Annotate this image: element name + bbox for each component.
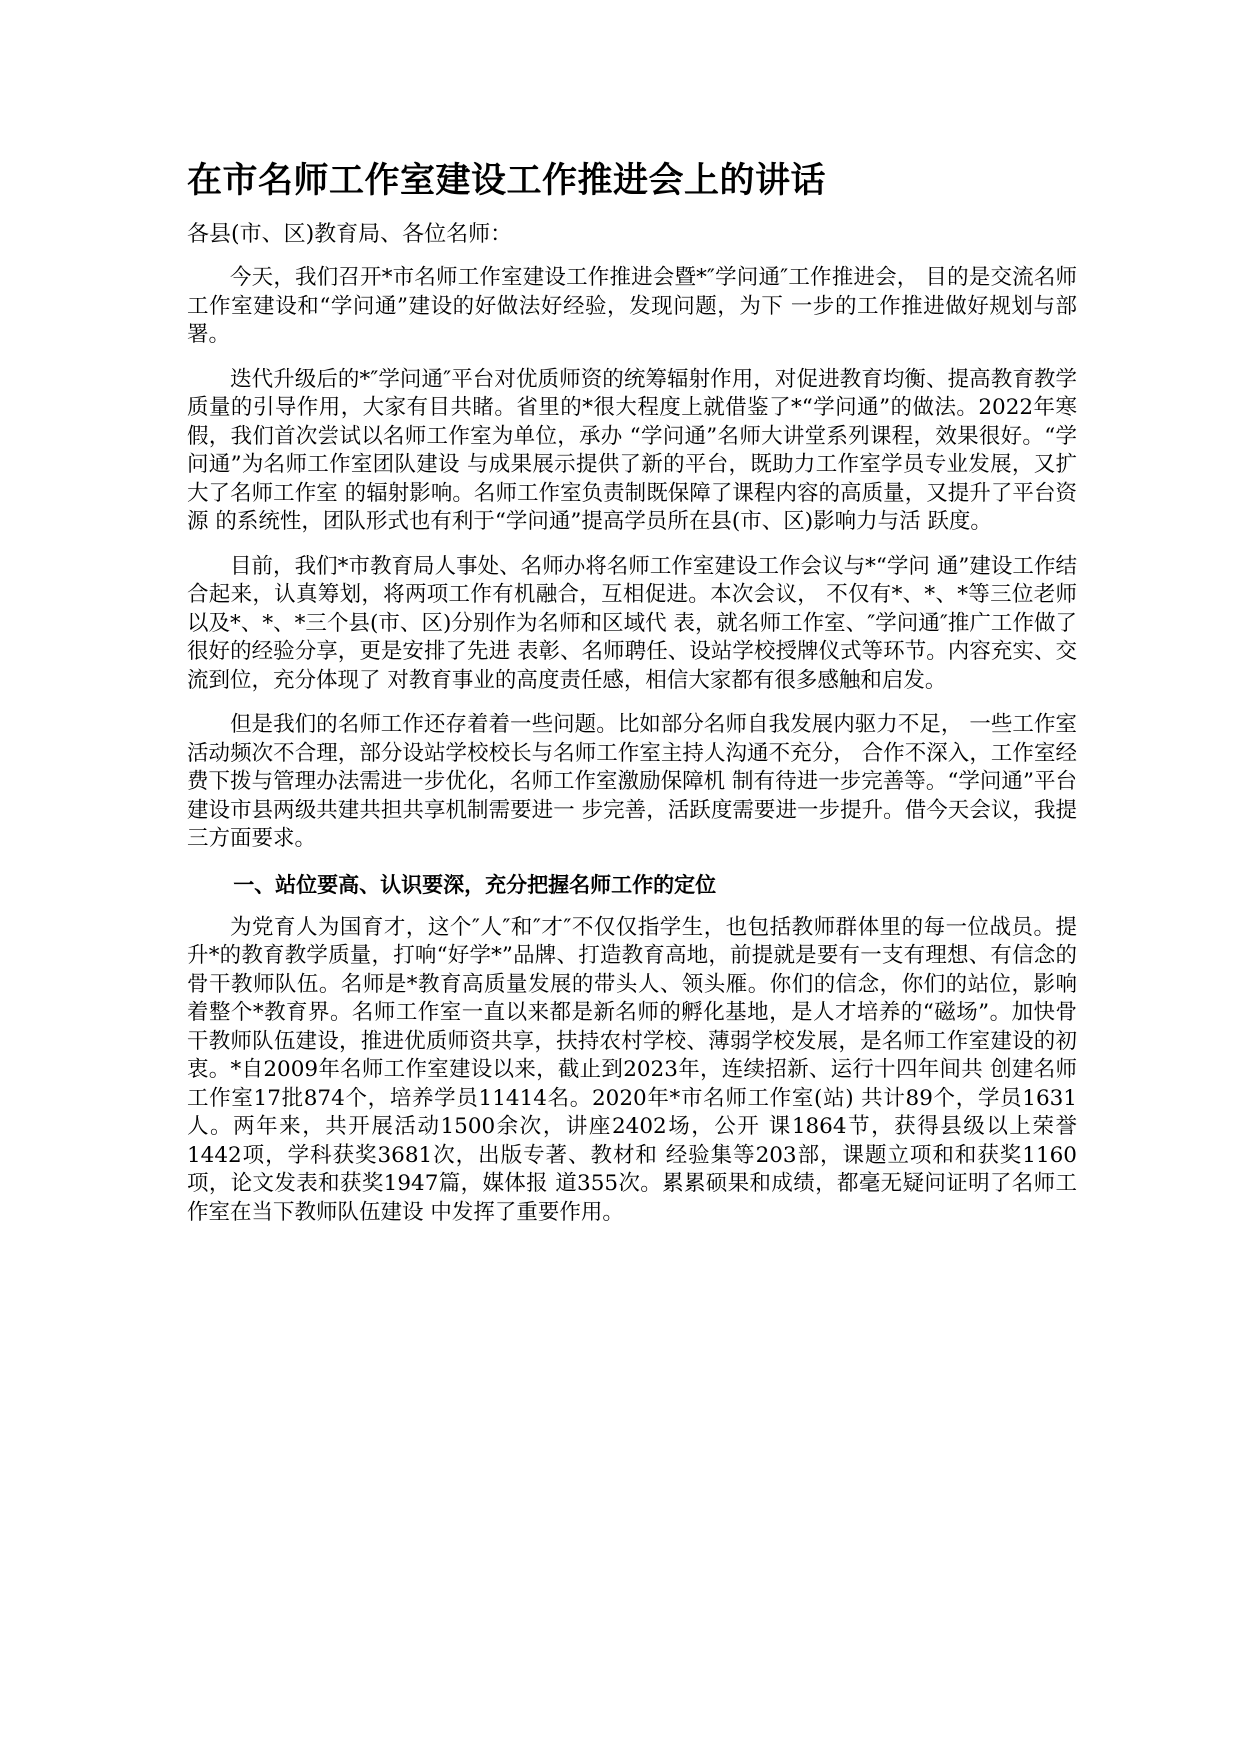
paragraph-current-work: 目前，我们*市教育局人事处、名师办将名师工作室建设工作会议与*“学问 通”建设工作结合起来，认真筹划，将两项工作有机融合，互相促进。本次会议， 不仅有*、*、*等三位老师以及*、*、*三个县(市、区)分别作为名师和区域代 表，就名师工作室、″学问通″推广工作做了很好的经验分享，更是安排了先进 表彰、名师聘任、设站学校授牌仪式等环节。内容充实、交流到位，充分体现了 对教育事业的高度责任感，相信大家都有很多感触和启发。 (187, 553, 1077, 693)
paragraph-platform: 迭代升级后的*″学问通″平台对优质师资的统筹辐射作用，对促进教育均衡、提高教育教学质量的引导作用，大家有目共睹。省里的*很大程度上就借鉴了*“学问通”的做法。2022年寒假，我们首次尝试以名师工作室为单位，承办 “学问通”名师大讲堂系列课程，效果很好。“学问通”为名师工作室团队建设 与成果展示提供了新的平台，既助力工作室学员专业发展，又扩大了名师工作室 的辐射影响。名师工作室负责制既保障了课程内容的高质量，又提升了平台资源 的系统性，团队形式也有利于“学问通”提高学员所在县(市、区)影响力与活 跃度。 (187, 366, 1077, 534)
paragraph-problems: 但是我们的名师工作还存着着一些问题。比如部分名师自我发展内驱力不足， 一些工作室活动频次不合理，部分设站学校校长与名师工作室主持人沟通不充分， 合作不深入，工作室经费下拨与管理办法需进一步优化，名师工作室激励保障机 制有待进一步完善等。“学问通”平台建设市县两级共建共担共享机制需要进一 步完善，活跃度需要进一步提升。借今天会议，我提三方面要求。 (187, 712, 1077, 851)
salutation: 各县(市、区)教育局、各位名师： (187, 222, 513, 247)
document-title: 在市名师工作室建设工作推进会上的讲话 (187, 161, 827, 201)
section-heading: 一、站位要高、认识要深，充分把握名师工作的定位 (233, 872, 717, 897)
paragraph-opening: 今天，我们召开*市名师工作室建设工作推进会暨*″学问通″工作推进会， 目的是交流名师工作室建设和“学问通”建设的好做法好经验，发现问题，为下 一步的工作推进做好规划与部署。 (187, 265, 1077, 347)
document-page (187, 150, 1077, 1243)
paragraph-section-body: 为党育人为国育才，这个″人″和″才″不仅仅指学生，也包括教师群体里的每一位战员。提升*的教育教学质量，打响“好学*”品牌、打造教育高地，前提就是要有一支有理想、有信念的骨干教师队伍。名师是*教育高质量发展的带头人、领头雁。你们的信念，你们的站位，影响着整个*教育界。名师工作室一直以来都是新名师的孵化基地，是人才培养的“磁场”。加快骨干教师队伍建设，推进优质师资共享，扶持农村学校、薄弱学校发展，是名师工作室建设的初衷。*自2009年名师工作室建设以来，截止到2023年，连续招新、运行十四年间共 创建名师工作室17批874个，培养学员11414名。2020年*市名师工作室(站) 共计89个，学员1631人。两年来，共开展活动1500余次，讲座2402场，公开 课1864节，获得县级以上荣誉1442项，学科获奖3681次，出版专著、教材和 经验集等203部，课题立项和和获奖1160项，论文发表和获奖1947篇，媒体报 道355次。累累硕果和成绩，都毫无疑问证明了名师工作室在当下教师队伍建设 中发挥了重要作用。 (187, 914, 1077, 1225)
